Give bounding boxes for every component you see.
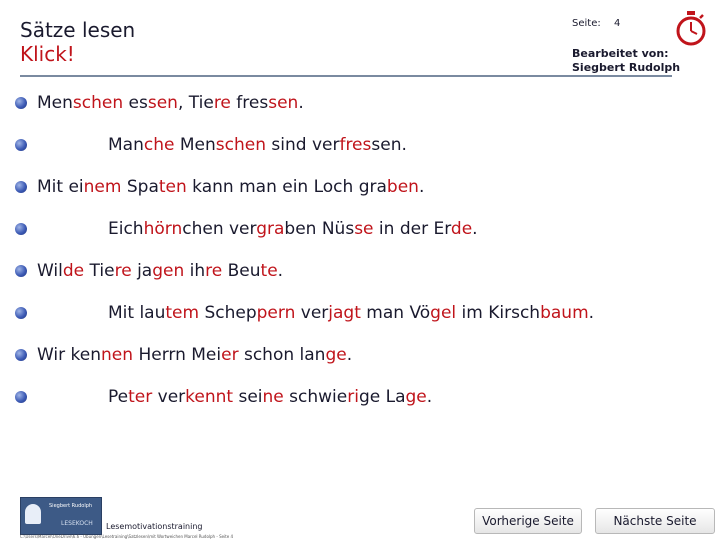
syllable: schon lan (238, 345, 326, 365)
syllable: in der Er (373, 219, 451, 239)
highlighted-syllable: re (213, 93, 231, 113)
highlighted-syllable: er (221, 345, 239, 365)
highlighted-syllable: gra (256, 219, 285, 239)
sentence-line (108, 387, 432, 407)
highlighted-syllable: ten (158, 177, 187, 197)
highlighted-syllable: ri (347, 387, 359, 407)
syllable: . (418, 177, 425, 197)
syllable: ge La (358, 387, 406, 407)
highlighted-syllable: sen (147, 93, 178, 113)
highlighted-syllable: sen (268, 93, 299, 113)
highlighted-syllable: re (205, 261, 223, 281)
edited-by (572, 47, 680, 75)
highlighted-syllable: gel (430, 303, 457, 323)
syllable: kann man ein Loch gra (186, 177, 387, 197)
syllable: . (588, 303, 595, 323)
syllable: fres (230, 93, 269, 113)
bullet-icon (15, 139, 27, 151)
syllable: Tie (84, 261, 115, 281)
highlighted-syllable: re (114, 261, 132, 281)
syllable: Men (174, 135, 216, 155)
syllable: es (123, 93, 148, 113)
highlighted-syllable: baum (540, 303, 589, 323)
sentence-line (37, 177, 424, 197)
syllable: Eich (108, 219, 144, 239)
sentence-line (108, 219, 478, 239)
page-label: Seite: (572, 18, 601, 29)
logo-name: LESEKOCH (61, 520, 93, 527)
chef-hat-icon (25, 504, 41, 524)
stopwatch-icon[interactable] (674, 10, 708, 46)
syllable: ver (152, 387, 186, 407)
bullet-icon (15, 181, 27, 193)
syllable: Mit lau (108, 303, 166, 323)
syllable: Spa (121, 177, 159, 197)
sentence-line (108, 135, 407, 155)
highlighted-syllable: de (450, 219, 473, 239)
syllable: Pe (108, 387, 129, 407)
syllable: ja (131, 261, 153, 281)
highlighted-syllable: hörn (143, 219, 183, 239)
highlighted-syllable: ne (262, 387, 284, 407)
bullet-icon (15, 265, 27, 277)
syllable: schwie (283, 387, 348, 407)
syllable: , Tie (177, 93, 214, 113)
previous-page-button[interactable]: Vorherige Seite (474, 508, 582, 534)
highlighted-syllable: de (62, 261, 85, 281)
syllable: sind ver (265, 135, 340, 155)
page-subtitle: Klick! (20, 42, 75, 66)
header-divider (20, 75, 672, 77)
syllable: Schep (199, 303, 257, 323)
sentence-line (37, 93, 304, 113)
syllable: . (346, 345, 353, 365)
sentence-line (108, 303, 594, 323)
highlighted-syllable: ben (386, 177, 419, 197)
edited-by-name: Siegbert Rudolph (572, 61, 681, 74)
syllable: ver (295, 303, 329, 323)
bullet-icon (15, 391, 27, 403)
edited-by-label: Bearbeitet von: (572, 47, 669, 60)
page-number: 4 (614, 18, 621, 29)
sentence-line (37, 345, 352, 365)
highlighted-syllable: pern (256, 303, 296, 323)
syllable: sen. (371, 135, 407, 155)
syllable: Wir ken (37, 345, 102, 365)
next-page-button[interactable]: Nächste Seite (595, 508, 715, 534)
syllable: Men (37, 93, 73, 113)
page-title: Sätze lesen (20, 18, 136, 42)
syllable: ih (184, 261, 206, 281)
highlighted-syllable: kennt (185, 387, 234, 407)
syllable: Wil (37, 261, 63, 281)
syllable: . (298, 93, 304, 113)
bullet-icon (15, 307, 27, 319)
sentence-line (37, 261, 283, 281)
logo (20, 497, 102, 535)
syllable: Herrn Mei (133, 345, 222, 365)
highlighted-syllable: schen (215, 135, 266, 155)
syllable: ben Nüs (284, 219, 355, 239)
footer-path: C:\Users\Marcel\OneDrive\6.6 - Übungen\Lesetraining\Satzlesen\mit Wortweichen Marcel Rudolph - Seite 4 (20, 534, 234, 539)
highlighted-syllable: fres (339, 135, 372, 155)
logo-text: Siegbert Rudolph (49, 503, 93, 509)
highlighted-syllable: te (260, 261, 278, 281)
syllable: . (277, 261, 284, 281)
bullet-icon (15, 223, 27, 235)
bullet-icon (15, 97, 27, 109)
highlighted-syllable: schen (72, 93, 124, 113)
highlighted-syllable: jagt (328, 303, 361, 323)
highlighted-syllable: nen (101, 345, 134, 365)
syllable: sei (233, 387, 263, 407)
highlighted-syllable: tem (165, 303, 200, 323)
syllable: chen ver (182, 219, 257, 239)
syllable: . (472, 219, 478, 239)
syllable: Man (108, 135, 144, 155)
bullet-icon (15, 349, 27, 361)
highlighted-syllable: gen (152, 261, 185, 281)
highlighted-syllable: che (143, 135, 175, 155)
syllable: Mit ei (37, 177, 84, 197)
syllable: im Kirsch (456, 303, 541, 323)
highlighted-syllable: se (354, 219, 374, 239)
syllable: man Vö (360, 303, 431, 323)
footer-label: Lesemotivationstraining (106, 522, 203, 531)
highlighted-syllable: ge (405, 387, 427, 407)
highlighted-syllable: ge (325, 345, 347, 365)
highlighted-syllable: ter (128, 387, 153, 407)
syllable: . (426, 387, 433, 407)
highlighted-syllable: nem (83, 177, 122, 197)
syllable: Beu (222, 261, 261, 281)
